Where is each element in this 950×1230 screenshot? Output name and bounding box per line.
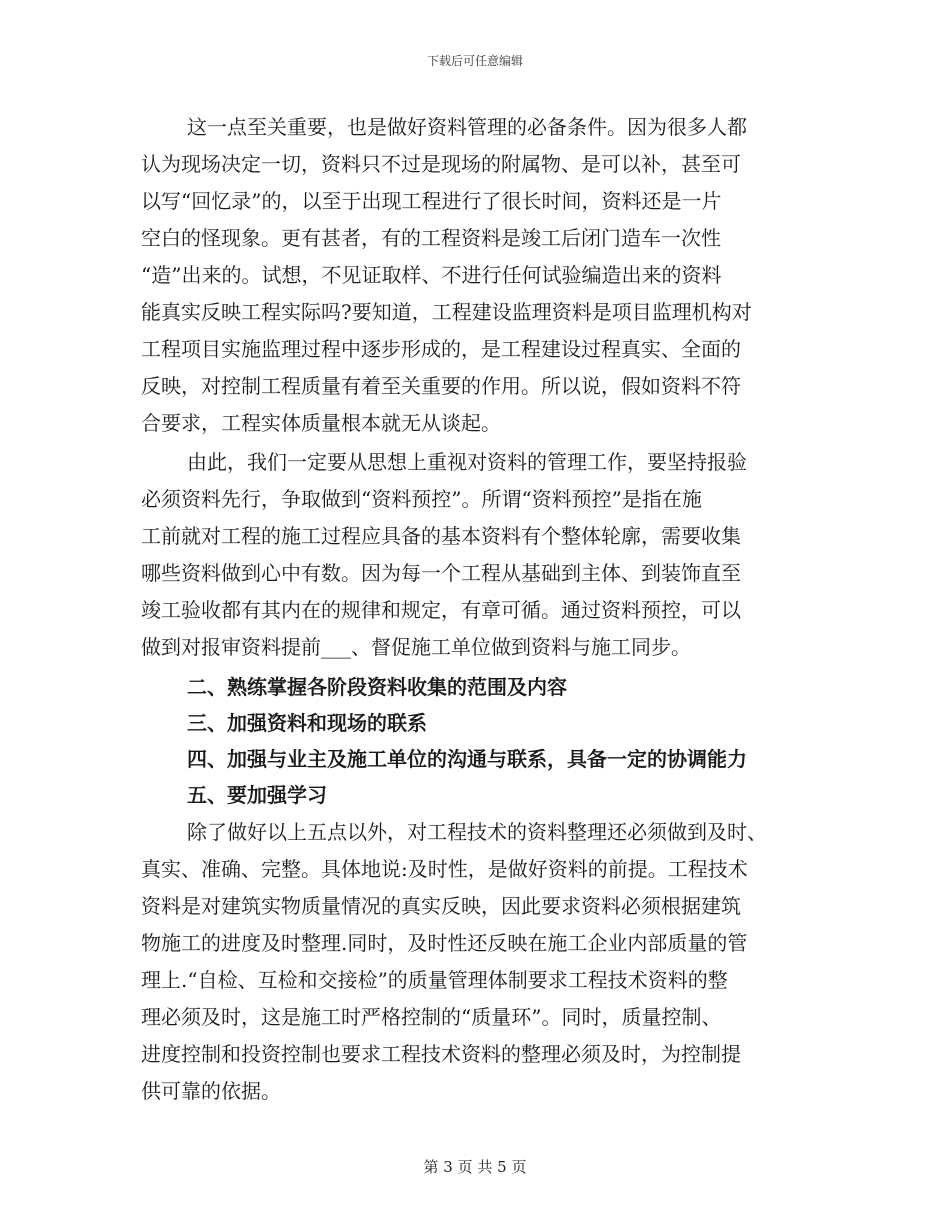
paragraph-line: 由此，我们一定要从思想上重视对资料的管理工作，要坚持报验	[187, 450, 747, 474]
paragraph-line: 理必须及时，这是施工时严格控制的“质量环”。同时，质量控制、	[141, 1005, 722, 1029]
section-heading: 三、加强资料和现场的联系	[187, 711, 427, 735]
paragraph-line: 资料是对建筑实物质量情况的真实反映，因此要求资料必须根据建筑	[141, 894, 741, 918]
paragraph-line: 以写“回忆录”的，以至于出现工程进行了很长时间，资料还是一片	[141, 189, 722, 213]
paragraph-line: “造”出来的。试想，不见证取样、不进行任何试验编造出来的资料	[141, 263, 722, 287]
section-heading: 二、熟练掌握各阶段资料收集的范围及内容	[187, 675, 567, 699]
page-header: 下载后可任意编辑	[426, 54, 523, 68]
paragraph-line: 能真实反映工程实际吗?要知道，工程建设监理资料是项目监理机构对	[141, 300, 752, 324]
paragraph-1	[141, 109, 806, 442]
document-body	[141, 109, 806, 1110]
paragraph-line: 哪些资料做到心中有数。因为每一个工程从基础到主体、到装饰直至	[141, 561, 741, 585]
section-headings	[141, 669, 806, 813]
page-footer: 第 3 页 共 5 页	[423, 1158, 527, 1176]
paragraph-line: 除了做好以上五点以外，对工程技术的资料整理还必须做到及时、	[187, 820, 767, 844]
paragraph-2	[141, 444, 806, 666]
paragraph-line: 供可靠的依据。	[141, 1079, 281, 1103]
paragraph-line: 理上.“自检、互检和交接检”的质量管理体制要求工程技术资料的整	[141, 968, 728, 992]
paragraph-line: 进度控制和投资控制也要求工程技术资料的整理必须及时，为控制提	[141, 1042, 741, 1066]
paragraph-line: 这一点至关重要，也是做好资料管理的必备条件。因为很多人都	[187, 115, 747, 139]
paragraph-line: 工前就对工程的施工过程应具备的基本资料有个整体轮廓，需要收集	[141, 524, 741, 548]
paragraph-line: 竣工验收都有其内在的规律和规定，有章可循。通过资料预控，可以	[141, 598, 741, 622]
section-heading: 四、加强与业主及施工单位的沟通与联系，具备一定的协调能力	[187, 747, 747, 771]
paragraph-line: 做到对报审资料提前___、督促施工单位做到资料与施工同步。	[141, 635, 691, 659]
paragraph-line: 认为现场决定一切，资料只不过是现场的附属物、是可以补，甚至可	[141, 152, 741, 176]
section-heading: 五、要加强学习	[187, 783, 327, 807]
paragraph-line: 合要求，工程实体质量根本就无从谈起。	[141, 411, 501, 435]
paragraph-line: 物施工的进度及时整理.同时，及时性还反映在施工企业内部质量的管	[141, 931, 748, 955]
paragraph-line: 真实、准确、完整。具体地说:及时性，是做好资料的前提。工程技术	[141, 857, 748, 881]
paragraph-line: 工程项目实施监理过程中逐步形成的，是工程建设过程真实、全面的	[141, 337, 741, 361]
paragraph-3	[141, 814, 806, 1110]
paragraph-line: 反映，对控制工程质量有着至关重要的作用。所以说，假如资料不符	[141, 374, 741, 398]
paragraph-line: 必须资料先行，争取做到“资料预控”。所谓“资料预控”是指在施	[141, 487, 702, 511]
paragraph-line: 空白的怪现象。更有甚者，有的工程资料是竣工后闭门造车一次性	[141, 226, 721, 250]
